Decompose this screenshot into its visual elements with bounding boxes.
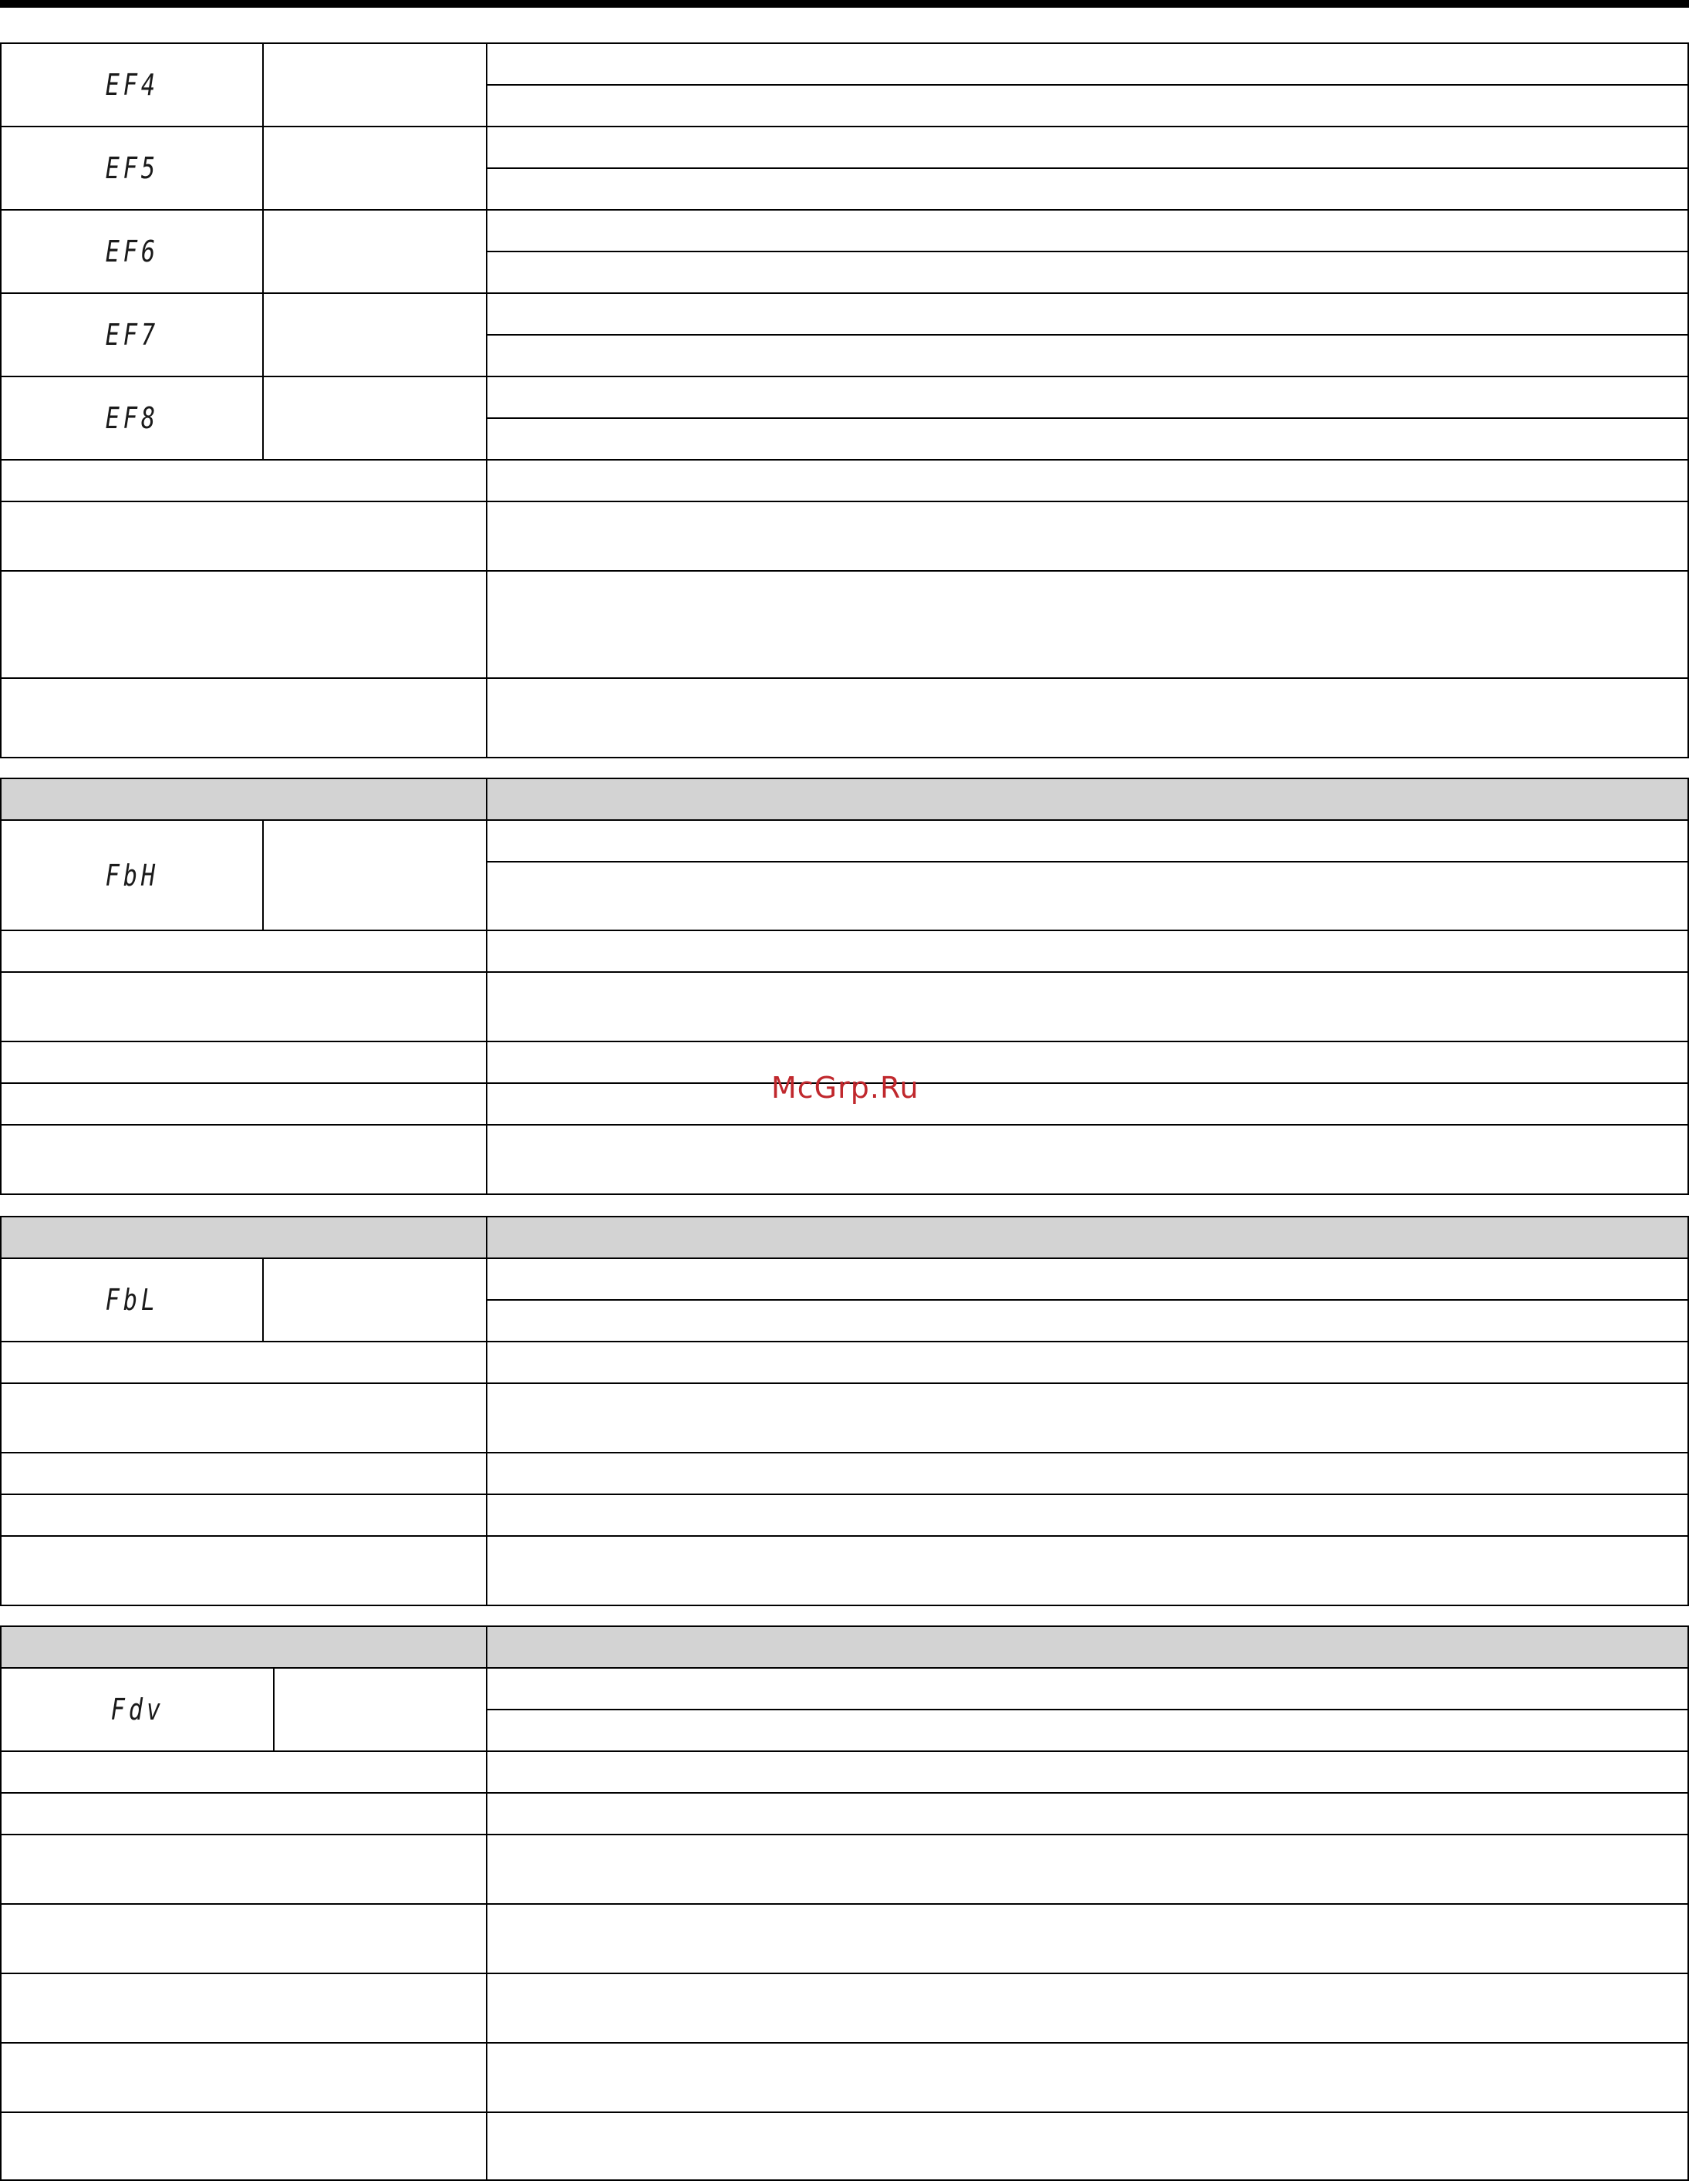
- name-cell: [264, 377, 487, 459]
- detail-cell: [487, 127, 1687, 209]
- fault-code: FbH: [105, 858, 159, 893]
- table-row: [2, 1537, 1687, 1605]
- table-row: [2, 461, 1687, 502]
- name-cell: [264, 821, 487, 930]
- fault-code: EF8: [105, 401, 159, 435]
- fault-code: EF5: [105, 151, 159, 185]
- name-cell: [275, 1669, 487, 1750]
- table-row: [2, 1384, 1687, 1453]
- detail-cell: [487, 294, 1687, 376]
- fault-code: FbL: [105, 1283, 159, 1317]
- detail-cell: [487, 1259, 1687, 1341]
- table-row: [2, 973, 1687, 1042]
- fault-code: EF4: [105, 68, 159, 102]
- detail-cell: [487, 377, 1687, 459]
- table-row: [2, 211, 1687, 294]
- table-row: [2, 1752, 1687, 1794]
- name-cell: [264, 44, 487, 126]
- code-cell: [2, 821, 264, 930]
- fault-code: EF7: [105, 318, 159, 352]
- table-row: [2, 1342, 1687, 1384]
- fault-table-ef: [0, 42, 1689, 758]
- code-cell: [2, 1669, 275, 1750]
- table-row: [2, 377, 1687, 461]
- detail-cell: [487, 1669, 1687, 1750]
- table-row: [2, 502, 1687, 572]
- table-row: [2, 1669, 1687, 1752]
- code-cell: [2, 294, 264, 376]
- table-row: [2, 1126, 1687, 1193]
- name-cell: [264, 211, 487, 292]
- code-cell: [2, 127, 264, 209]
- code-cell: [2, 44, 264, 126]
- table-row: [2, 1835, 1687, 1905]
- fault-table-fbh: [0, 778, 1689, 1195]
- detail-cell: [487, 211, 1687, 292]
- table-row: [2, 679, 1687, 757]
- table-header: [2, 1217, 1687, 1259]
- table-row: [2, 572, 1687, 679]
- code-cell: [2, 377, 264, 459]
- table-header: [2, 779, 1687, 821]
- name-cell: [264, 1259, 487, 1341]
- name-cell: [264, 294, 487, 376]
- table-row: [2, 1259, 1687, 1342]
- table-row: [2, 2113, 1687, 2179]
- table-row: [2, 1905, 1687, 1974]
- fault-table-fbl: [0, 1216, 1689, 1606]
- detail-cell: [487, 821, 1687, 930]
- table-row: [2, 127, 1687, 211]
- table-header: [2, 1627, 1687, 1669]
- code-cell: [2, 211, 264, 292]
- table-row: [2, 294, 1687, 377]
- name-cell: [264, 127, 487, 209]
- fault-table-fdv: [0, 1625, 1689, 2181]
- table-row: [2, 2044, 1687, 2113]
- detail-cell: [487, 44, 1687, 126]
- table-row: [2, 1794, 1687, 1835]
- table-row: [2, 1974, 1687, 2044]
- fault-code: EF6: [105, 235, 159, 268]
- code-cell: [2, 1259, 264, 1341]
- top-rule: [0, 0, 1689, 8]
- table-row: [2, 44, 1687, 127]
- table-row: [2, 931, 1687, 973]
- watermark-text: McGrp.Ru: [771, 1071, 919, 1105]
- table-row: [2, 1495, 1687, 1537]
- fault-code: Fdv: [110, 1693, 164, 1727]
- table-row: [2, 821, 1687, 931]
- table-row: [2, 1453, 1687, 1495]
